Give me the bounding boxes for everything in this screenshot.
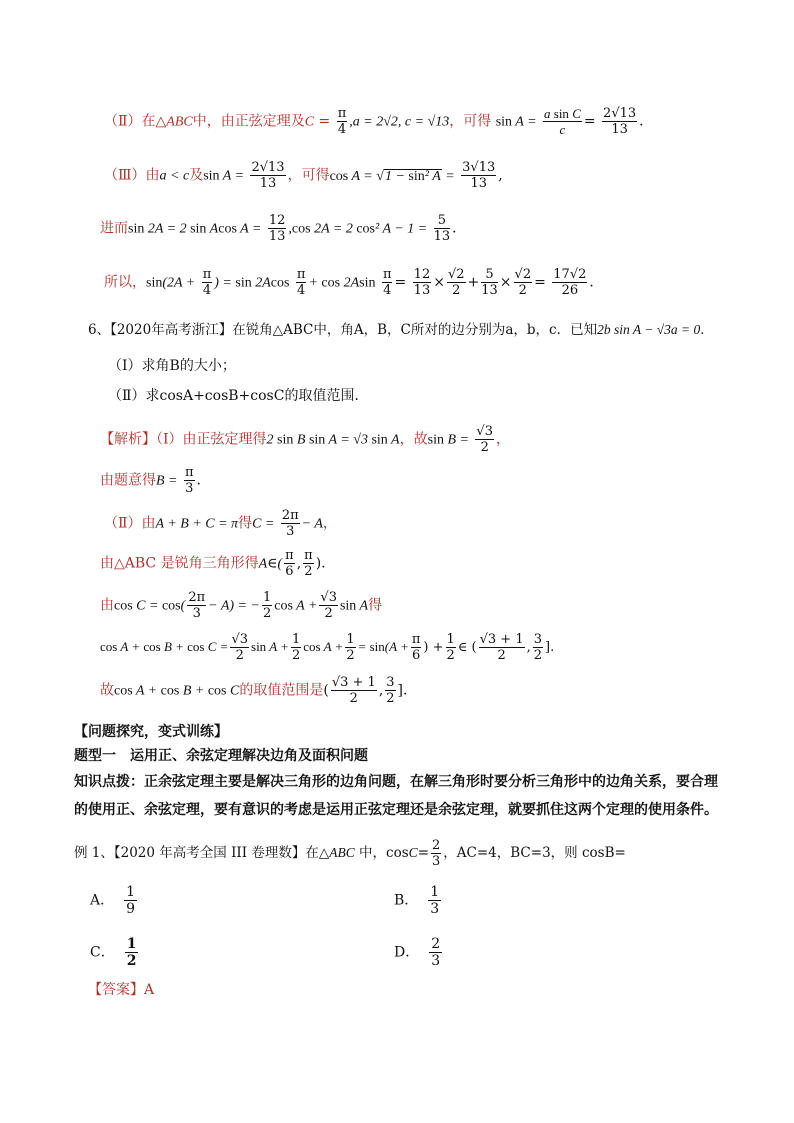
part3-text1: 由: [145, 167, 160, 184]
section-tip1: 知识点拨：正余弦定理主要是解决三角形的边角问题，在解三角形时要分析三角形中的边角关系，要合理: [74, 774, 718, 790]
option-c-frac: $\frac{1}{2}$: [126, 936, 137, 969]
ex1-c: C: [408, 845, 418, 860]
option-a[interactable]: [90, 884, 137, 917]
sin-a-eq: sin A =: [495, 114, 537, 130]
answer-line: [88, 980, 154, 1000]
q6-head-text: 6、【2020年高考浙江】在锐角△ABC中，角A，B，C所对的边分别为a，b，c．已知: [88, 322, 598, 338]
option-b[interactable]: [394, 884, 441, 917]
q6-sub2: （Ⅱ）求cosA+cosB+cosC的取值范围．: [108, 388, 369, 404]
part3-text3: ，可得: [287, 167, 330, 184]
ex1-mid: 中，cos: [354, 845, 409, 861]
part2-text3: ，可得: [449, 113, 492, 130]
analysis-c-line: （Ⅱ）由A + B + C = π得C = $\frac{2\pi}{3}$ − A，: [104, 508, 337, 539]
analysis-a7b: 的取值范围是: [239, 682, 324, 699]
analysis-cos-line: 由cos C = cos( $\frac{2\pi}{3}$ − A) = − $\frac{1}{2}$ cos A + $\frac{√3}{2}$ sin A得: [100, 590, 383, 621]
so-label: 所以，: [104, 274, 146, 291]
ex1-abc: ABC: [329, 845, 355, 860]
cos-a-frac: $\frac{3√13}{13}$: [462, 160, 496, 191]
analysis-a1: （Ⅰ）由正弦定理得: [156, 431, 267, 448]
then-line: 进而sin 2A = 2 sin Acos A = $\frac{12}{13}$ ,cos 2A = 2 cos² A − 1 = $\frac{5}{13}$ ．: [100, 213, 467, 244]
example1-head: [74, 838, 626, 869]
part2-text2: 中，由正弦定理及: [192, 113, 305, 130]
a-sinc-over-c: $\frac{\text{a sin C}}{c}$: [544, 106, 581, 137]
analysis-a3b: 得: [238, 515, 253, 532]
q6-head: 6、【2020年高考浙江】在锐角△ABC中，角A，B，C所对的边分别为a，b，c．已知2b sin A − √3a = 0．: [88, 322, 714, 338]
analysis-a1b: ，故: [399, 431, 428, 448]
part2-result: $\frac{2√13}{13}$: [603, 106, 637, 137]
part3-text2: 及: [189, 167, 204, 184]
analysis-label: 【解析】: [100, 431, 156, 448]
analysis-a2: 由题意得: [100, 472, 156, 489]
option-d[interactable]: [394, 936, 442, 969]
part2-line: （Ⅱ）在△ABC中，由正弦定理及C = $\frac{\pi}{4}$ ,a = 2√2, c = √13，可得 sin A = $\frac{\text{a sin C}}{c}$ = $\frac{2√13}{13}$ ．: [104, 106, 654, 137]
option-d-frac: $\frac{2}{3}$: [431, 936, 441, 969]
answer-value: A: [144, 982, 155, 998]
then-label: 进而: [100, 220, 128, 237]
option-d-label: D．: [394, 944, 420, 961]
final-frac: $\frac{17√2}{26}$: [553, 267, 587, 298]
option-b-label: B．: [394, 892, 419, 909]
option-b-frac: $\frac{1}{3}$: [430, 884, 440, 917]
ex1-eq: =: [417, 845, 429, 861]
option-a-label: A．: [90, 892, 115, 909]
analysis-b-line: 由题意得B = $\frac{\pi}{3}$ .: [100, 465, 201, 496]
part2-text1: 在△: [141, 113, 167, 130]
abc-label: ABC: [166, 114, 193, 130]
q6-sub1: （Ⅰ）求角B的大小；: [108, 358, 236, 374]
analysis-a4: 由△ABC 是锐角三角形得: [100, 555, 259, 572]
option-a-frac: $\frac{1}{9}$: [126, 884, 136, 917]
c-eq: C: [304, 114, 315, 130]
analysis-a7: 故: [100, 682, 114, 699]
q6-cond: 2b sin A − √3a = 0: [597, 322, 701, 337]
analysis-sum-line: cos A + cos B + cos C = $\frac{√3}{2}$ sin A + $\frac{1}{2}$ cos A + $\frac{1}{2}$ = sin(A + $\frac{\pi}{6}$ ) + $\frac{1}{2}$ ∈ ( $\frac{√3 + 1}{2}$ , $\frac{3}{2}$ ].: [100, 632, 555, 663]
so-line: 所以，sin(2A + $\frac{\pi}{4}$ ) = sin 2Acos $\frac{\pi}{4}$ + cos 2Asin $\frac{\pi}{4}$ = $\frac{12}{13}$ × $\frac{√2}{2}$ + $\frac{5}{13}$ × $\frac{√2}{2}$ = $\frac{17√2}{26}$ ．: [104, 267, 604, 298]
answer-label: 【答案】: [88, 982, 144, 998]
cos2a-frac: $\frac{5}{13}$: [433, 213, 451, 244]
section-title: 【问题探究，变式训练】: [74, 724, 228, 740]
pi-over-4: $\frac{\pi}{4}$: [337, 106, 347, 137]
analysis-a5: 由: [100, 597, 114, 614]
option-c[interactable]: [90, 936, 138, 969]
ex1-tail: ，AC=4，BC=3，则 cosB=: [443, 845, 626, 861]
part3-label: （Ⅲ）: [104, 167, 146, 184]
analysis-a5b: 得: [368, 597, 383, 614]
analysis-final-line: 故cos A + cos B + cos C的取值范围是( $\frac{√3 + 1}{2}$ , $\frac{3}{2}$ ].: [100, 675, 408, 706]
ex1-frac: $\frac{2}{3}$: [432, 838, 441, 869]
part2-label: （Ⅱ）: [104, 113, 142, 130]
option-c-label: C．: [90, 944, 115, 961]
part2-vals: ,a = 2√2, c = √13: [349, 114, 450, 130]
sin-a-frac: $\frac{2√13}{13}$: [251, 160, 285, 191]
section-tip2: 的使用正、余弦定理，要有意识的考虑是运用正弦定理还是余弦定理，就要抓住这两个定理的使用条件。: [74, 802, 718, 818]
section-type1: 题型一 运用正、余弦定理解决边角及面积问题: [74, 748, 368, 764]
sin2a-frac: $\frac{12}{13}$: [268, 213, 286, 244]
analysis-line: 【解析】（Ⅰ）由正弦定理得2 sin B sin A = √3 sin A，故sin B = $\frac{√3}{2}$ ，: [100, 424, 510, 455]
analysis-a3: （Ⅱ）由: [104, 515, 156, 532]
part3-line: （Ⅲ）由a < c及sin A = $\frac{2√13}{13}$ ，可得cos A = √1 − sin² A = $\frac{3√13}{13}$ ,: [104, 160, 503, 191]
ex1-head-text: 例 1、【2020 年高考全国 III 卷理数】在△: [74, 845, 330, 861]
analysis-range-line: 由△ABC 是锐角三角形得A∈( $\frac{\pi}{6}$ , $\frac{\pi}{2}$ ).: [100, 548, 326, 579]
